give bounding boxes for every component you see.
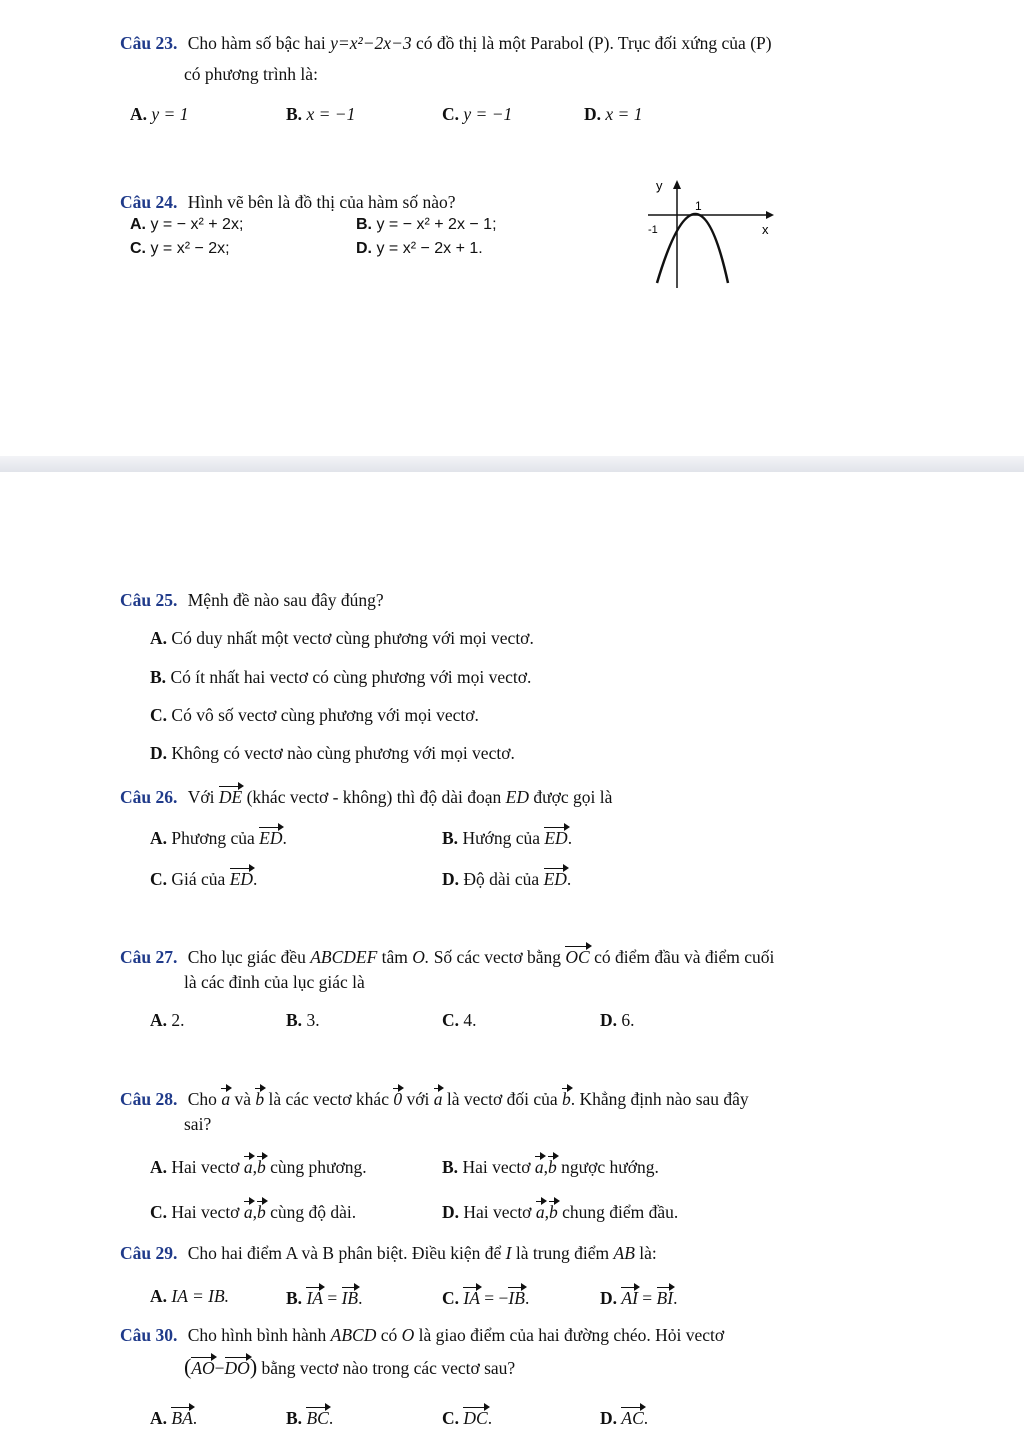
vector-b: b xyxy=(562,1089,571,1109)
q25-option-a[interactable] xyxy=(150,628,534,649)
vector-a: a xyxy=(534,1157,544,1177)
vector-ed: ED xyxy=(543,869,567,889)
vector-b: b xyxy=(548,1202,558,1222)
q23-line2: có phương trình là: xyxy=(184,64,318,84)
option-value: 2. xyxy=(171,1010,185,1030)
tick-label-minus-1: -1 xyxy=(648,224,658,236)
option-value: Không có vectơ nào cùng phương với mọi vectơ. xyxy=(171,743,515,763)
q28-stem-line2: sai? xyxy=(184,1114,212,1134)
option-label: A. xyxy=(150,628,168,648)
vector-ib: IB xyxy=(341,1288,359,1308)
option-pre: Hai vectơ xyxy=(463,1202,532,1222)
q23-function: y=x²−2x−3 xyxy=(330,33,412,53)
option-value: y = − x² + 2x; xyxy=(150,216,244,233)
vector-de: DE xyxy=(218,787,243,807)
vector-b: b xyxy=(256,1202,266,1222)
q28-text4: là vectơ đối của xyxy=(446,1089,558,1109)
q27-option-b[interactable] xyxy=(286,1010,320,1031)
option-text: Độ dài của xyxy=(463,869,540,889)
q28-option-b[interactable]: B. Hai vectơ a,b ngược hướng. xyxy=(442,1157,659,1177)
vector-ed: ED xyxy=(229,869,254,889)
option-value: Có duy nhất một vectơ cùng phương với mọi vectơ. xyxy=(171,628,534,648)
option-pre: Hai vectơ xyxy=(171,1202,240,1222)
x-axis-arrow xyxy=(766,211,774,219)
q25-number: Câu 25. xyxy=(120,590,178,610)
vector-b: b xyxy=(547,1157,557,1177)
option-label: A. xyxy=(150,1157,168,1177)
option-post: cùng độ dài. xyxy=(270,1202,357,1222)
vector-ba: BA xyxy=(171,1408,193,1428)
q28-number: Câu 28. xyxy=(120,1089,178,1109)
option-label: B. xyxy=(356,216,372,233)
parallelogram-name: ABCD xyxy=(330,1325,377,1345)
vector-a: a xyxy=(243,1202,253,1222)
q30-option-d[interactable]: D. AC. xyxy=(600,1408,649,1428)
q24-stem xyxy=(120,192,456,213)
q24-option-c[interactable] xyxy=(130,240,230,258)
zero-vector: 0 xyxy=(393,1089,403,1109)
q30-text2: có xyxy=(380,1325,398,1345)
option-value: x = −1 xyxy=(306,104,356,124)
vector-a: a xyxy=(221,1089,231,1109)
q23-option-a[interactable] xyxy=(130,104,188,125)
option-post: chung điểm đầu. xyxy=(562,1202,679,1222)
open-paren: ( xyxy=(184,1354,192,1379)
option-label: C. xyxy=(442,104,460,124)
q24-parabola-graph xyxy=(640,170,780,300)
q23-option-c[interactable] xyxy=(442,104,512,125)
option-pre: Hai vectơ xyxy=(171,1157,240,1177)
option-post: cùng phương. xyxy=(270,1157,367,1177)
q26-option-c[interactable]: C. Giá của ED. xyxy=(150,869,258,889)
q27-text2: tâm xyxy=(381,947,408,967)
vector-do: DO xyxy=(224,1358,250,1378)
q25-option-c[interactable] xyxy=(150,705,479,726)
option-label: C. xyxy=(150,1202,168,1222)
vector-dc: DC xyxy=(463,1408,488,1428)
q25-option-b[interactable] xyxy=(150,667,531,688)
q27-text3: Số các vectơ bằng xyxy=(433,947,562,967)
q27-stem-line1 xyxy=(120,945,774,968)
option-label: D. xyxy=(600,1010,618,1030)
option-text: Hướng của xyxy=(462,828,540,848)
q26-option-d[interactable]: D. Độ dài của ED. xyxy=(442,869,572,889)
segment-ed: ED xyxy=(505,787,529,807)
close-paren: ) xyxy=(249,1354,258,1379)
option-label: D. xyxy=(442,1202,460,1222)
option-pre: Hai vectơ xyxy=(462,1157,531,1177)
q26-number: Câu 26. xyxy=(120,787,178,807)
q24-option-b[interactable] xyxy=(356,216,497,234)
vector-bc: BC xyxy=(306,1408,329,1428)
option-label: B. xyxy=(286,1288,303,1308)
option-label: C. xyxy=(442,1288,460,1308)
q26-stem xyxy=(120,785,612,808)
q28-stem-line1 xyxy=(120,1087,749,1110)
vector-ia: IA xyxy=(463,1288,480,1308)
option-value: 6. xyxy=(621,1010,635,1030)
q27-stem-line2: là các đỉnh của lục giác là xyxy=(184,972,365,992)
q23-number: Câu 23. xyxy=(120,33,178,53)
q24-option-a[interactable] xyxy=(130,216,243,234)
option-value: Có ít nhất hai vectơ có cùng phương với mọi vectơ. xyxy=(170,667,532,687)
vector-ac: AC xyxy=(621,1408,644,1428)
q29-stem xyxy=(120,1243,657,1264)
q29-option-b[interactable] xyxy=(286,1286,363,1309)
center-o: O. xyxy=(412,947,430,967)
vector-a: a xyxy=(433,1089,443,1109)
option-label: D. xyxy=(600,1288,618,1308)
q26-text3: được gọi là xyxy=(533,787,613,807)
minus-sign: − xyxy=(214,1358,225,1378)
q25-option-d[interactable] xyxy=(150,743,515,764)
q30-option-a[interactable]: A. BA. xyxy=(150,1408,198,1428)
q27-option-a[interactable] xyxy=(150,1010,185,1031)
q30-text3: là giao điểm của hai đường chéo. Hỏi vectơ xyxy=(418,1325,725,1345)
q30-option-b[interactable]: B. BC. xyxy=(286,1408,334,1428)
option-label: D. xyxy=(150,743,168,763)
q27-number: Câu 27. xyxy=(120,947,178,967)
vector-ib: IB xyxy=(508,1288,525,1308)
option-value: 4. xyxy=(463,1010,477,1030)
option-label: D. xyxy=(584,104,602,124)
option-value: 3. xyxy=(306,1010,320,1030)
q30-stem-line2 xyxy=(184,1354,515,1380)
q24-text: Hình vẽ bên là đồ thị của hàm số nào? xyxy=(187,192,456,212)
q23-option-d[interactable] xyxy=(584,104,642,125)
point-i: I xyxy=(505,1243,512,1263)
q26-text2: (khác vectơ - không) thì độ dài đoạn xyxy=(246,787,502,807)
option-label: A. xyxy=(150,1286,168,1306)
q28-option-d[interactable]: D. Hai vectơ a,b chung điểm đầu. xyxy=(442,1202,679,1222)
option-label: B. xyxy=(150,667,167,687)
option-value: y = −1 xyxy=(463,104,513,124)
option-value: y = − x² + 2x − 1; xyxy=(376,216,497,233)
option-label: B. xyxy=(442,828,459,848)
q25-stem xyxy=(120,590,384,611)
option-label: C. xyxy=(150,705,168,725)
vector-a: a xyxy=(243,1157,253,1177)
option-label: D. xyxy=(600,1408,618,1428)
q28-option-a[interactable]: A. Hai vectơ a,b cùng phương. xyxy=(150,1157,367,1177)
q28-text2: là các vectơ khác xyxy=(268,1089,389,1109)
q29-text1: Cho hai điểm A và B phân biệt. Điều kiện để xyxy=(187,1243,502,1263)
option-text: Phương của xyxy=(171,828,255,848)
q30-text1: Cho hình bình hành xyxy=(187,1325,327,1345)
vector-ed: ED xyxy=(259,828,283,848)
q28-option-c[interactable]: C. Hai vectơ a,b cùng độ dài. xyxy=(150,1202,357,1222)
q23-text1: Cho hàm số bậc hai xyxy=(187,33,326,53)
option-label: C. xyxy=(130,240,146,257)
center-o: O xyxy=(401,1325,415,1345)
q26-text1: Với xyxy=(187,787,215,807)
option-label: C. xyxy=(442,1010,460,1030)
vector-b: b xyxy=(255,1089,265,1109)
q29-option-c[interactable] xyxy=(442,1286,529,1309)
option-value: IA = IB. xyxy=(171,1286,230,1306)
q27-text4: có điểm đầu và điểm cuối xyxy=(594,947,775,967)
option-label: C. xyxy=(150,869,168,889)
option-label: B. xyxy=(286,1408,303,1428)
q26-option-b[interactable]: B. Hướng của ED. xyxy=(442,828,573,848)
q28-text5: . Khẳng định nào sau đây xyxy=(570,1089,749,1109)
operator: = xyxy=(327,1288,338,1308)
q29-number: Câu 29. xyxy=(120,1243,178,1263)
option-text: Giá của xyxy=(171,869,226,889)
option-value: Có vô số vectơ cùng phương với mọi vectơ. xyxy=(171,705,479,725)
option-label: A. xyxy=(130,104,148,124)
q29-option-a[interactable] xyxy=(150,1286,229,1307)
q27-text1: Cho lục giác đều xyxy=(187,947,306,967)
option-post: ngược hướng. xyxy=(561,1157,659,1177)
q29-text2: là trung điểm xyxy=(515,1243,610,1263)
vector-ao: AO xyxy=(191,1358,215,1378)
operator: = − xyxy=(484,1288,509,1308)
option-label: A. xyxy=(150,828,168,848)
segment-ab: AB xyxy=(613,1243,635,1263)
q25-text: Mệnh đề nào sau đây đúng? xyxy=(187,590,384,610)
vector-bi: BI xyxy=(656,1288,674,1308)
vector-ed: ED xyxy=(544,828,568,848)
option-value: x = 1 xyxy=(605,104,643,124)
parabola-curve xyxy=(657,214,728,283)
q30-number: Câu 30. xyxy=(120,1325,178,1345)
q27-option-c[interactable] xyxy=(442,1010,477,1031)
period: . xyxy=(673,1288,678,1308)
option-label: A. xyxy=(150,1408,168,1428)
q23-option-b[interactable] xyxy=(286,104,355,125)
q30-text4: bằng vectơ nào trong các vectơ sau? xyxy=(261,1358,516,1378)
q29-text3: là: xyxy=(639,1243,657,1263)
option-value: y = 1 xyxy=(151,104,189,124)
option-label: C. xyxy=(442,1408,460,1428)
q28-and: và xyxy=(234,1089,251,1109)
option-label: D. xyxy=(442,869,460,889)
option-value: y = x² − 2x + 1. xyxy=(376,240,483,257)
operator: = xyxy=(642,1288,653,1308)
vector-ia: IA xyxy=(306,1288,323,1308)
q28-text1: Cho xyxy=(187,1089,217,1109)
option-label: B. xyxy=(442,1157,459,1177)
option-label: A. xyxy=(150,1010,168,1030)
y-axis-label: y xyxy=(656,178,663,193)
q27-option-d[interactable] xyxy=(600,1010,635,1031)
vector-oc: OC xyxy=(565,947,590,967)
y-axis-arrow xyxy=(673,180,681,189)
q30-stem-line1 xyxy=(120,1325,724,1346)
page-divider xyxy=(0,456,1024,472)
q23-line1 xyxy=(120,33,772,54)
hexagon-name: ABCDEF xyxy=(310,947,378,967)
option-label: A. xyxy=(130,216,146,233)
period: . xyxy=(524,1288,530,1308)
q26-option-a[interactable]: A. Phương của ED. xyxy=(150,828,287,848)
option-label: D. xyxy=(356,240,372,257)
period: . xyxy=(358,1288,363,1308)
tick-label-1: 1 xyxy=(695,199,702,213)
x-axis-label: x xyxy=(762,222,769,237)
q24-option-d[interactable] xyxy=(356,240,483,258)
option-label: B. xyxy=(286,104,303,124)
vector-b: b xyxy=(256,1157,266,1177)
q28-text3: với xyxy=(406,1089,430,1109)
option-label: B. xyxy=(286,1010,303,1030)
vector-a: a xyxy=(535,1202,545,1222)
q23-text2: có đồ thị là một Parabol (P). Trục đối xứng của (P) xyxy=(416,33,772,53)
q30-option-c[interactable]: C. DC. xyxy=(442,1408,493,1428)
option-value: y = x² − 2x; xyxy=(150,240,230,257)
vector-ai: AI xyxy=(621,1288,638,1308)
q24-number: Câu 24. xyxy=(120,192,178,212)
q29-option-d[interactable] xyxy=(600,1286,677,1309)
